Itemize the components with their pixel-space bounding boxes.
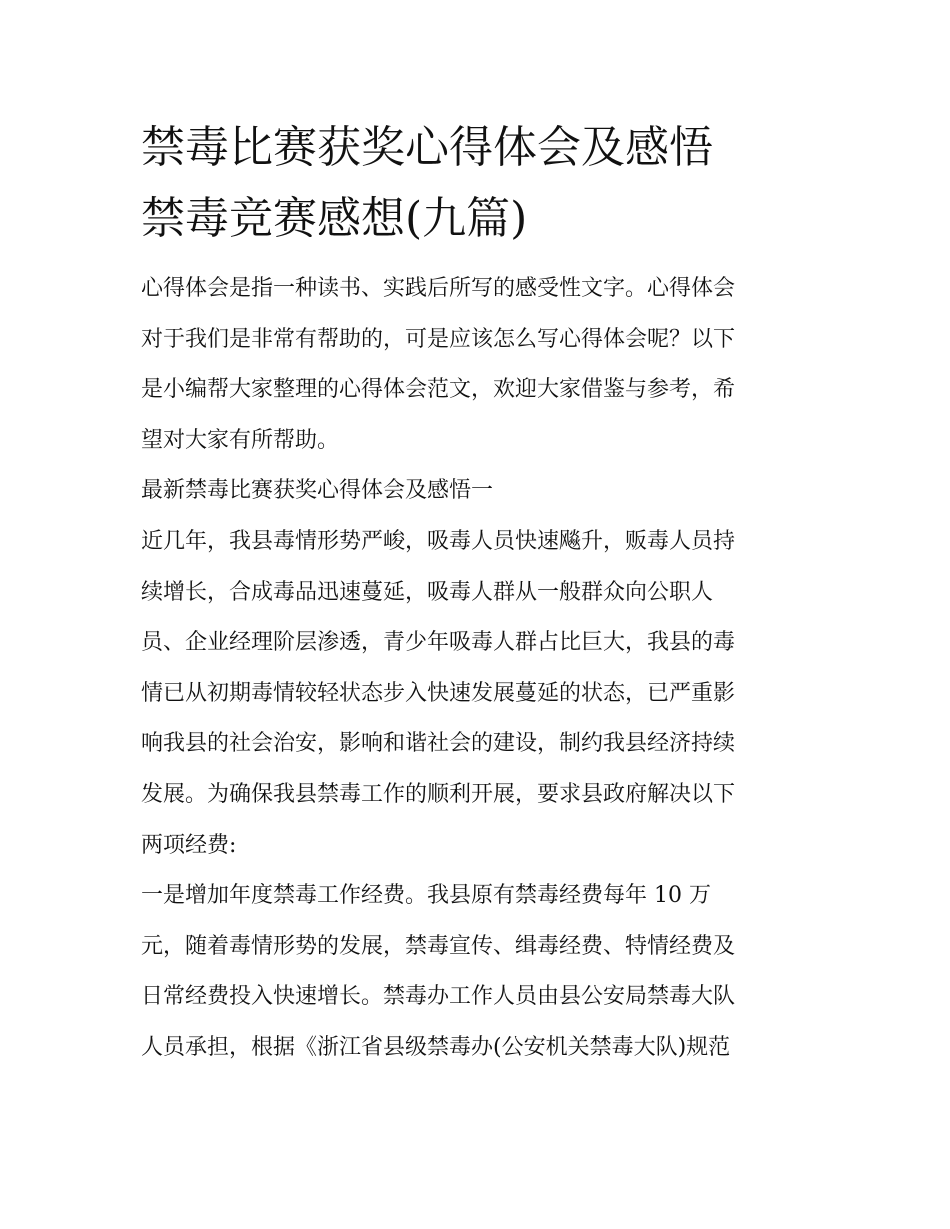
body-line: 日常经费投入快速增长。禁毒办工作人员由县公安局禁毒大队 (141, 984, 736, 1010)
document-body (141, 264, 813, 1074)
body-line: 一是增加年度禁毒工作经费。我县原有禁毒经费每年 10 万 (141, 883, 711, 909)
title-line: 禁毒比赛获奖心得体会及感悟 (141, 122, 713, 173)
body-line: 人员承担，根据《浙江省县级禁毒办(公安机关禁毒大队)规范 (141, 1034, 731, 1060)
body-line: 心得体会是指一种读书、实践后所写的感受性文字。心得体会 (141, 276, 736, 301)
body-line: 员、企业经理阶层渗透，青少年吸毒人群占比巨大，我县的毒 (141, 630, 736, 656)
document-content (141, 112, 813, 1074)
body-line: 是小编帮大家整理的心得体会范文，欢迎大家借鉴与参考，希 (141, 377, 736, 403)
title-line: 禁毒竞赛感想(九篇) (141, 193, 528, 244)
body-line: 望对大家有所帮助。 (141, 427, 340, 453)
body-line: 近几年，我县毒情形势严峻，吸毒人员快速飚升，贩毒人员持 (141, 528, 736, 554)
body-line: 情已从初期毒情较轻状态步入快速发展蔓延的状态，已严重影 (141, 680, 736, 706)
body-line: 发展。为确保我县禁毒工作的顺利开展，要求县政府解决以下 (141, 781, 736, 807)
section-heading: 最新禁毒比赛获奖心得体会及感悟一 (141, 478, 494, 504)
body-line: 响我县的社会治安，影响和谐社会的建设，制约我县经济持续 (141, 731, 736, 757)
document-title (141, 112, 813, 254)
body-line: 对于我们是非常有帮助的，可是应该怎么写心得体会呢？以下 (141, 326, 736, 352)
body-line: 元，随着毒情形势的发展，禁毒宣传、缉毒经费、特情经费及 (141, 933, 736, 959)
body-line: 续增长，合成毒品迅速蔓延，吸毒人群从一般群众向公职人 (141, 579, 714, 605)
body-line: 两项经费: (141, 832, 237, 858)
